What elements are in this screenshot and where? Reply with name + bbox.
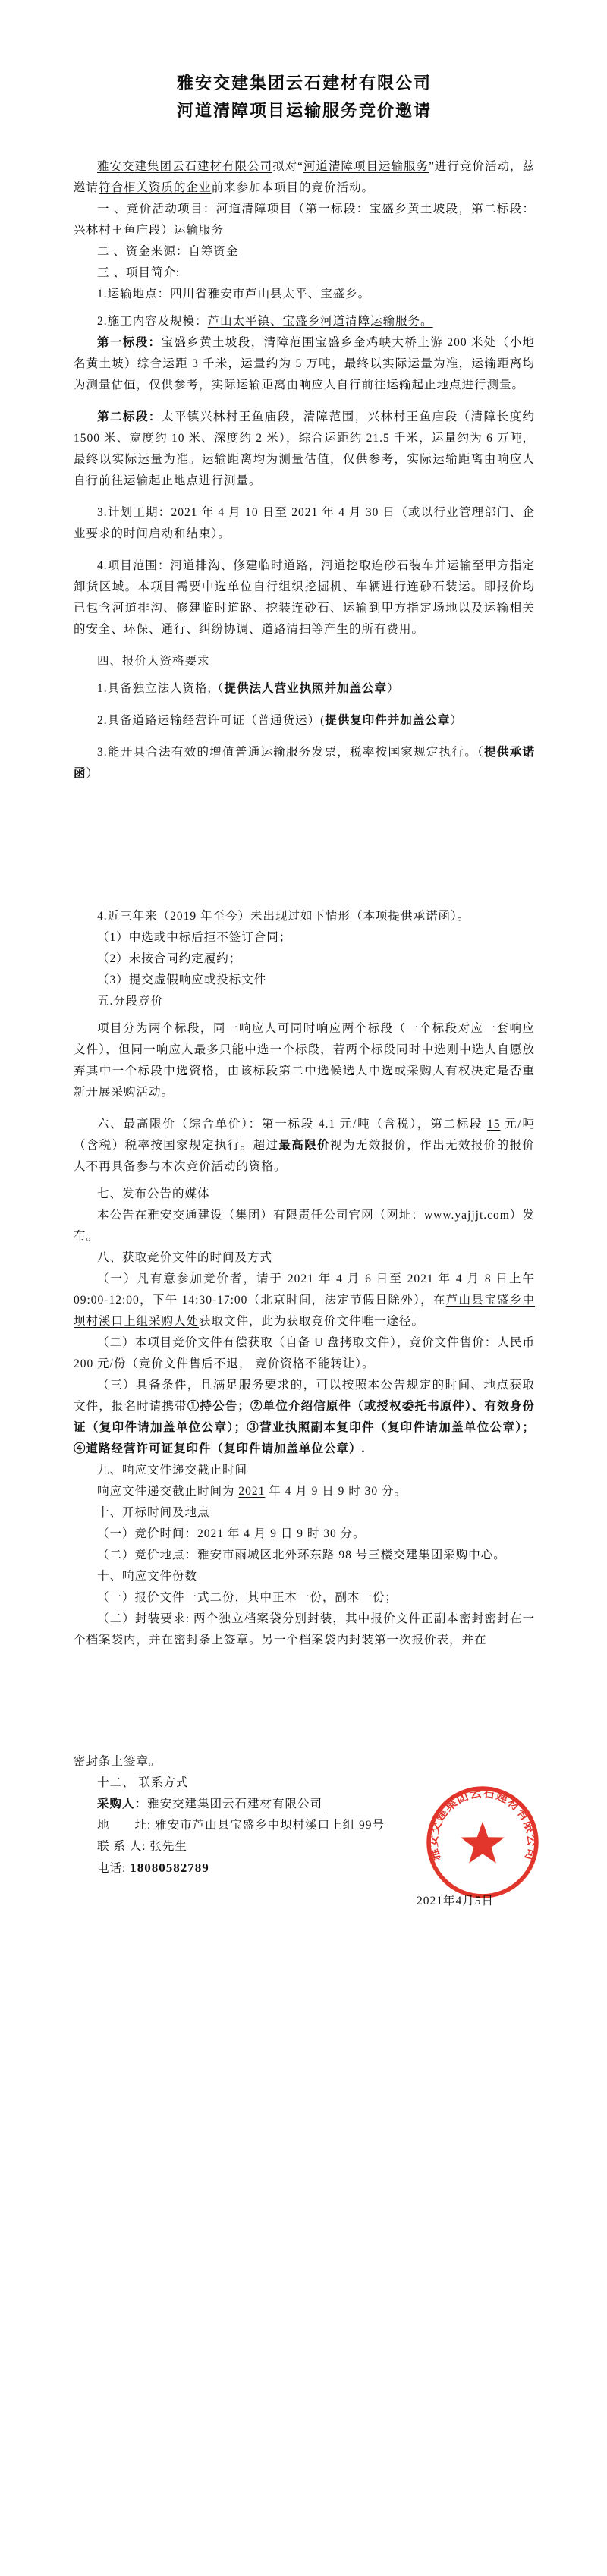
contact-address: 地 址: 雅安市芦山县宝盛乡中坝村溪口上组 99号 [97,1819,385,1832]
signature-date: 2021年4月5日 [417,1895,495,1908]
section-10-heading: 十、开标时间及地点 [97,1506,210,1519]
doc-title-line2: 河道清障项目运输服务竞价邀请 [176,101,432,120]
section-12-heading: 十二、 联系方式 [97,1776,189,1789]
item-document-copies: （一）报价文件一式二份，其中正本一份，副本一份； [97,1591,398,1604]
contact-purchaser: 采购人：雅安交建集团云石建材有限公司 [97,1798,323,1810]
para-segmented-bidding: 项目分为两个标段，同一响应人可同时响应两个标段（一个标段对应一套响应文件），但同一响应人最多只能中选一个标段，若两个标段同时中选则中选人自愿放弃其中一个标段中选资格，由该标段第二中选候选人中选或采购人有权决定是否重新开展采购活动。 [74,1022,535,1099]
para-bid-section-2: 第二标段：太平镇兴林村王鱼庙段，清障范围，兴林村王鱼庙段（清障长度约 1500 米、宽度约 10 米、深度约 2 米），综合运距约 21.5 千米，运量约为 6 万吨，最终以实际运量为准。运输距离均为测量估值，仅供参考，实际运输距离由响应人自行前往运输起止地点进行测量。 [74,410,535,487]
section-5-heading: 五.分段竞价 [97,995,164,1008]
seal-text: 雅安交建集团云石建材有限公司 [427,1786,538,1863]
para-packing-continuation: 密封条上签章。 [74,1755,162,1768]
section-2-funding: 二 、资金来源：自筹资金 [97,245,239,258]
section-7-heading: 七、发布公告的媒体 [97,1187,210,1200]
contact-phone-number: 18080582789 [130,1860,209,1875]
contact-person: 联 系 人: 张先生 [97,1840,187,1853]
contact-section [74,1772,538,1947]
item-scope: 2.施工内容及规模：芦山太平镇、宝盛乡河道清障运输服务。 [97,315,433,328]
qualification-1: 1.具备独立法人资格;（提供法人营业执照并加盖公章） [97,682,400,695]
title-block [74,70,535,124]
star-icon [461,1822,505,1864]
para-obtain-docs-3: （三）具备条件，且满足服务要求的，可以按照本公告规定的时间、地点获取文件，报名时请携带①持公告；②单位介绍信原件（或授权委托书原件）、有效身份证（复印件请加盖单位公章）；③营业执照副本复印件（复印件请加盖单位公章）；④道路经营许可证复印件（复印件请加盖单位公章）. [74,1379,535,1455]
item-bid-time: （一）竞价时间：2021 年 4 月 9 日 9 时 30 分。 [97,1527,366,1540]
section-3-heading: 三 、项目简介: [97,266,181,279]
para-bid-section-1: 第一标段：宝盛乡黄土坡段，清障范围宝盛乡金鸡峡大桥上游 200 米处（小地名黄土坡）综合运距 3 千米，运量约为 5 万吨，最终以实际运量为准，运输距离均为测量估值，仅供参考，实际运输距离由响应人自行前往运输起止地点进行测量。 [74,336,535,392]
section-4-heading: 四、报价人资格要求 [97,655,210,668]
page-break-gap-2 [74,1651,535,1751]
para-obtain-docs-1: （一）凡有意参加竞价者，请于 2021 年 4 月 6 日至 2021 年 4 月 8 日上午09:00-12:00，下午 14:30-17:00（北京时间，法定节假日除外），在芦山县宝盛乡中坝村溪口上组采购人处获取文件，此为获取竞价文件唯一途径。 [74,1272,535,1328]
page-break-gap-1 [74,785,535,906]
qualification-4-item-3: （3）提交虚假响应或投标文件 [97,973,267,986]
para-obtain-docs-2: （二）本项目竞价文件有偿获取（自备 U 盘拷取文件），竞价文件售价：人民币 200 元/份（竞价文件售后不退， 竞价资格不能转让）。 [74,1336,535,1370]
item-packing-requirements: （二）封装要求: 两个独立档案袋分别封装，其中报价文件正副本密封密封在一个档案袋内，并在密封条上签章。另一个档案袋内封装第一次报价表，并在 [74,1612,535,1647]
para-submission-deadline: 响应文件递交截止时间为 2021 年 4 月 9 日 9 时 30 分。 [97,1485,407,1498]
doc-title-line1: 雅安交建集团云石建材有限公司 [176,74,432,93]
section-9-heading: 九、响应文件递交截止时间 [97,1464,248,1477]
section-6-price-cap: 六、最高限价（综合单价）：第一标段 4.1 元/吨（含税），第二标段 15 元/吨（含税）税率按国家规定执行。超过最高限价视为无效报价，作出无效报价的报价人不再具备参与本次竞价活动的资格。 [74,1118,535,1173]
item-project-scope: 4.项目范围：河道排沟、修建临时道路，河道挖取连砂石装车并运输至甲方指定卸货区域。本项目需要中选单位自行组织挖掘机、车辆进行连砂石装运。即报价均已包含河道排沟、修建临时道路、挖装连砂石、运输到甲方指定场地以及运输相关的安全、环保、通行、纠纷协调、道路清扫等产生的所有费用。 [74,559,535,636]
qualification-4-item-1: （1）中选或中标后拒不签订合同； [97,931,292,944]
item-schedule: 3.计划工期：2021 年 4 月 10 日至 2021 年 4 月 30 日（或以行业管理部门、企业要求的时间启动和结束）。 [74,506,535,540]
qualification-3: 3.能开具合法有效的增值普通运输服务发票，税率按国家规定执行。（提供承诺函） [74,746,535,780]
qualification-2: 2.具备道路运输经营许可证（普通货运）(提供复印件并加盖公章） [97,714,463,727]
section-8-heading: 八、获取竞价文件的时间及方式 [97,1251,273,1264]
qualification-4-item-2: （2）未按合同约定履约； [97,952,242,965]
section-11-heading: 十、响应文件份数 [97,1570,198,1583]
item-bid-place: （二）竞价地点：雅安市雨城区北外环东路 98 号三楼交建集团采购中心。 [97,1549,506,1562]
para-intro: 雅安交建集团云石建材有限公司拟对“河道清障项目运输服务”进行竞价活动，兹邀请符合相关资质的企业前来参加本项目的竞价活动。 [74,160,535,194]
contact-phone-label: 电话: [97,1862,131,1875]
company-seal [425,1785,540,1900]
item-transport-location: 1.运输地点：四川省雅安市芦山县太平、宝盛乡。 [97,288,371,300]
qualification-4: 4.近三年来（2019 年至今）未出现过如下情形（本项提供承诺函）。 [97,910,470,923]
para-announcement-media: 本公告在雅安交通建设（集团）有限责任公司官网（网址：www.yajjjt.com）发布。 [74,1209,535,1243]
section-1-project: 一 、竞价活动项目：河道清障项目（第一标段：宝盛乡黄土坡段，第二标段：兴林村王鱼庙段）运输服务 [74,203,535,237]
